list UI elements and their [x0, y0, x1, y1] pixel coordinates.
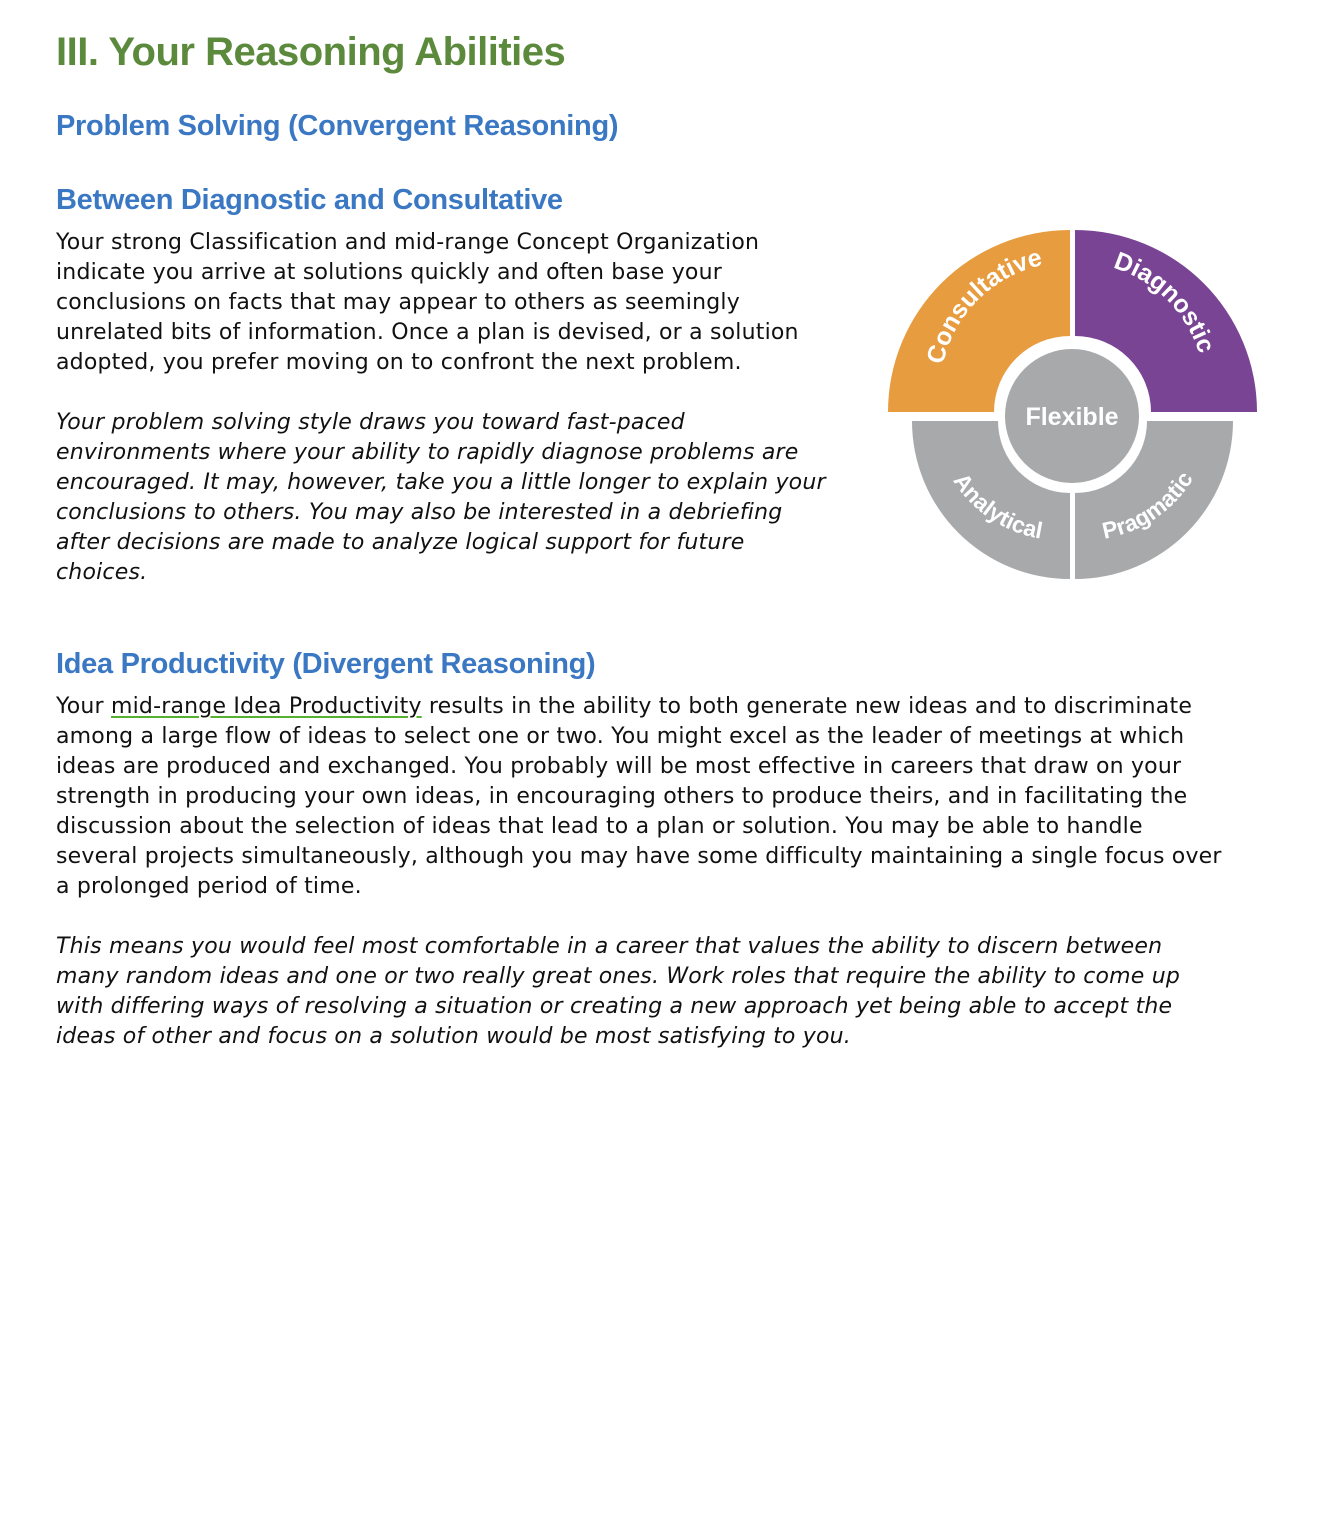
section-title: III. Your Reasoning Abilities [56, 30, 566, 74]
idea-productivity-paragraph-1 [56, 692, 1222, 902]
paragraph-line: ideas are produced and exchanged. You probably will be most effective in careers that draw on your [56, 754, 1182, 779]
problem-solving-paragraph-1 [56, 228, 799, 378]
paragraph-line: Your problem solving style draws you toward fast-paced [56, 410, 685, 435]
paragraph-line: a prolonged period of time. [56, 874, 362, 899]
reasoning-style-wheel [880, 226, 1264, 584]
analytical-label-path: Analytical [948, 468, 1045, 544]
paragraph-line: choices. [56, 560, 148, 585]
paragraph-line: several projects simultaneously, although you may have some difficulty maintaining a single focus over [56, 844, 1222, 869]
paragraph-line: after decisions are made to analyze logical support for future [56, 530, 745, 555]
paragraph-line: among a large flow of ideas to select one or two. You might excel as the leader of meetings at which [56, 724, 1185, 749]
mid-range-idea-productivity-link[interactable]: mid-range Idea Productivity [110, 694, 422, 719]
paragraph-line: ideas of other and focus on a solution would be most satisfying to you. [56, 1024, 851, 1049]
paragraph-line: strength in producing your own ideas, in encouraging others to produce theirs, and in facilitating the [56, 784, 1188, 809]
paragraph-line: conclusions to others. You may also be interested in a debriefing [56, 500, 783, 525]
paragraph-text: results in the ability to both generate new ideas and to discriminate [421, 694, 1193, 719]
paragraph-line: conclusions on facts that may appear to others as seemingly [56, 290, 740, 315]
paragraph-line: encouraged. It may, however, take you a little longer to explain your [56, 470, 826, 495]
paragraph-line [56, 692, 1222, 722]
problem-solving-subheading: Between Diagnostic and Consultative [56, 184, 563, 216]
paragraph-line: Your strong Classification and mid-range Concept Organization [56, 230, 760, 255]
diagnostic-label-path: Diagnostic [1110, 246, 1221, 357]
consultative-label-path: Consultative [921, 243, 1045, 367]
paragraph-line: many random ideas and one or two really great ones. Work roles that require the ability to come up [56, 964, 1181, 989]
problem-solving-paragraph-2 [56, 408, 826, 588]
idea-productivity-heading: Idea Productivity (Divergent Reasoning) [56, 648, 596, 680]
paragraph-text: Your [56, 694, 111, 719]
paragraph-line: with differing ways of resolving a situation or creating a new approach yet being able to accept the [56, 994, 1173, 1019]
pragmatic-label-path: Pragmatic [1099, 466, 1198, 544]
problem-solving-heading: Problem Solving (Convergent Reasoning) [56, 110, 619, 142]
paragraph-line: This means you would feel most comfortable in a career that values the ability to discern between [56, 934, 1163, 959]
paragraph-line: unrelated bits of information. Once a plan is devised, or a solution [56, 320, 799, 345]
paragraph-line: adopted, you prefer moving on to confront the next problem. [56, 350, 742, 375]
paragraph-line: environments where your ability to rapidly diagnose problems are [56, 440, 799, 465]
paragraph-line: indicate you arrive at solutions quickly and often base your [56, 260, 722, 285]
flexible-label: Flexible [1025, 403, 1119, 431]
idea-productivity-paragraph-2 [56, 932, 1180, 1052]
paragraph-line: discussion about the selection of ideas that lead to a plan or solution. You may be able to handle [56, 814, 1143, 839]
